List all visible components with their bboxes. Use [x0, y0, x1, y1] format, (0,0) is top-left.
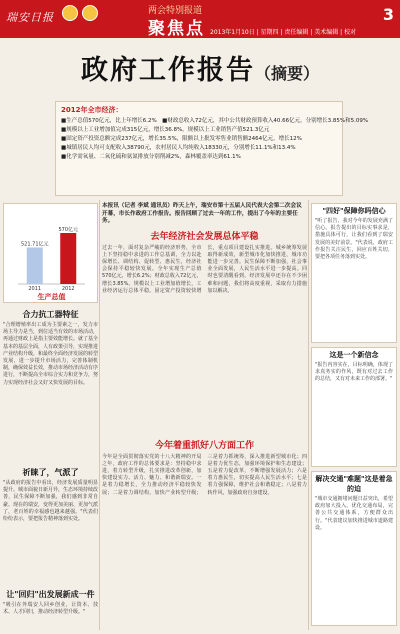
- article-body: 今年是全面贯彻落实党的十八大精神的开局之年，政府工作的总体要求是：坚持稳中求进，着力转型升级，扎实推进改革创新，加快建设实力、活力、魅力、和谐新瑞安。一是着力稳增长，全力推动经济平稳较快发展；二是着力调结构，加快产业转型升级；三是着力抓统筹，深入推进新型城市化；四是着力优生态，加强环境保护和生态建设；五是着力促改革，不断增强发展活力；六是着力惠民生，切实提高人民生活水平；七是着力强保障，维护社会和谐稳定；八是着力转作风，加强政府自身建设。: [102, 453, 307, 496]
- highlight-row: ■城镇居民人均可支配收入38790元，农村居民人均纯收入18330元，分别增长11.1%和13.4%: [61, 145, 296, 151]
- main-article: [102, 203, 307, 631]
- sidebar-story: [311, 471, 397, 626]
- left-story-title: 祈睐了，气派了: [22, 468, 79, 477]
- highlight-row: ■固定资产投资总额完成237亿元，增长35.5%，限额以上批发零售业销售额2464亿元，增长12%: [61, 136, 302, 142]
- highlights-title: 2012年全市经济：: [61, 106, 123, 114]
- headline-text: 政府工作报告: [80, 55, 255, 86]
- article-subhead: 去年经济社会发展总体平稳: [150, 231, 259, 242]
- page-number: 3: [382, 5, 394, 24]
- sidebar-story-text: "城市交通拥堵问题日益突出，希望政府加大投入，优化交通布局，完善公共交通体系，方便群众出行。"代表建议加快推进城市道路建设。: [315, 496, 393, 531]
- dateline: 2013年1月10日 | 星期四 | 责任编辑 | 美术编辑 | 校对: [210, 29, 357, 36]
- national-emblem-icon: [62, 5, 78, 21]
- left-story-title: 合力抗工器特征: [22, 310, 79, 319]
- sidebar-story-title: 这是一个新信念: [329, 351, 379, 359]
- right-column: [311, 203, 397, 631]
- left-column: [3, 203, 98, 631]
- chart-title: 生产总值: [37, 293, 66, 301]
- left-story-text: "从政府的报告中看出，经济发展质量明显提升。城市面貌日新月异，生态环境持续改善，民生保障不断加强，我们感到非常自豪。现在的瑞安，变得更加美丽、更加气派了，老百姓的幸福感也越来越强。"代表们纷纷表示，要把报告精神落到实处。: [3, 480, 99, 523]
- gdp-chart: [3, 203, 98, 303]
- left-story-text: "吸引在外瑞安人回乡创业，让资本、技术、人才回归，推动经济转型升级。": [3, 602, 98, 616]
- highlight-row: ■生产总值570亿元，比上年增长6.2% ■财政总收入72亿元，其中公共财政预算收入40.66亿元，分别增长3.85%和5.09%: [61, 118, 369, 124]
- article-body: 过去一年，面对复杂严峻的经济形势，全市上下坚持稳中求进的工作总基调，全力以赴保增长、调结构、促转型、惠民生，经济社会保持平稳较快发展。全年实现生产总值570亿元，增长6.2%；财政总收入72亿元，增长3.85%。规模以上工业增加值增长，工业经济运行总体平稳。固定资产投资较快增长，重点项目建设扎实推进。城乡统筹发展取得新成效，新型城市化加快推进，城市功能进一步完善。民生保障不断加强，社会事业全面发展，人民生活水平进一步提高。同时也要清醒看到，经济发展中还存在不少困难和问题，我们将高度重视，采取有力措施加以解决。: [102, 244, 307, 294]
- left-story: [3, 465, 98, 583]
- left-story: [3, 307, 98, 457]
- chart-value-label: 521.71亿元: [21, 241, 49, 248]
- highlights-box: [55, 101, 369, 196]
- chart-category-label: 2011: [28, 286, 42, 292]
- section-title: 聚焦点: [148, 19, 205, 39]
- sidebar-story: [311, 347, 397, 467]
- left-story-title: 让"回归"出发展新成一件: [6, 590, 95, 599]
- highlight-row: ■规模以上工业增加值完成315亿元，增长36.8%，规模以上工业销售产值521.3亿元: [61, 127, 270, 133]
- column-divider: [308, 200, 309, 630]
- gdp-chart-svg: [4, 204, 99, 304]
- header-band: [0, 0, 400, 38]
- sidebar-story-text: "听了报告，我对今年的发展充满了信心。报告提出的目标实事求是，措施具体可行，让我们看到了瑞安发展的美好前景。"代表说，政府工作报告关注民生，回应百姓关切，要把各项任务落到实处。: [315, 218, 393, 261]
- highlight-row: ■化学需氧量、二氧化硫和氨氮排放分别削减2%，森林覆盖率达到61.1%: [61, 154, 241, 160]
- left-story: [3, 587, 98, 631]
- sidebar-story-title: 解决交通"难题"这是着急的迫: [315, 475, 393, 493]
- party-emblem-icon: [82, 5, 98, 21]
- article-lead: 本报讯（记者 李斌 通讯员）昨天上午，瑞安市第十五届人民代表大会第二次会议开幕，市长作政府工作报告。报告回顾了过去一年的工作，提出了今年的主要任务。: [102, 203, 302, 224]
- chart-bar: [27, 247, 43, 284]
- column-divider: [99, 200, 100, 630]
- chart-bar: [60, 233, 76, 284]
- sidebar-story-title: "四好"保障你吗信心: [322, 207, 386, 215]
- main-headline: [0, 48, 400, 98]
- left-story-text: "合理增殖率出工成为主要素之一，发力市场主导力是当，到位适当有效的市场活动，再通过财政上是指主要效能增长。就了基全基本的基层全面，人有政策引导，实现推进产业结构升级，和最终全面经济发展的转型发展，进一步提升市场活力，完善体制机制，确保效益长效，推动市场经济活动有序进行，不断提高全市综合实力和竞争力，努力实现经济社会又好又快发展的目标。: [3, 322, 99, 386]
- masthead-logo: 瑞安日报: [6, 11, 54, 24]
- headline-subtitle: （摘要）: [254, 64, 319, 83]
- chart-value-label: 570亿元: [58, 227, 79, 233]
- section-kicker: 两会特别报道: [148, 6, 203, 16]
- sidebar-story: [311, 203, 397, 343]
- article-subhead: 今年着重抓好八方面工作: [154, 440, 254, 451]
- sidebar-story-text: "报告内容实在，目标明确，体现了求真务实的作风，既有对过去工作的总结，又有对未来工作的部署。": [315, 362, 393, 383]
- chart-category-label: 2012: [61, 286, 75, 292]
